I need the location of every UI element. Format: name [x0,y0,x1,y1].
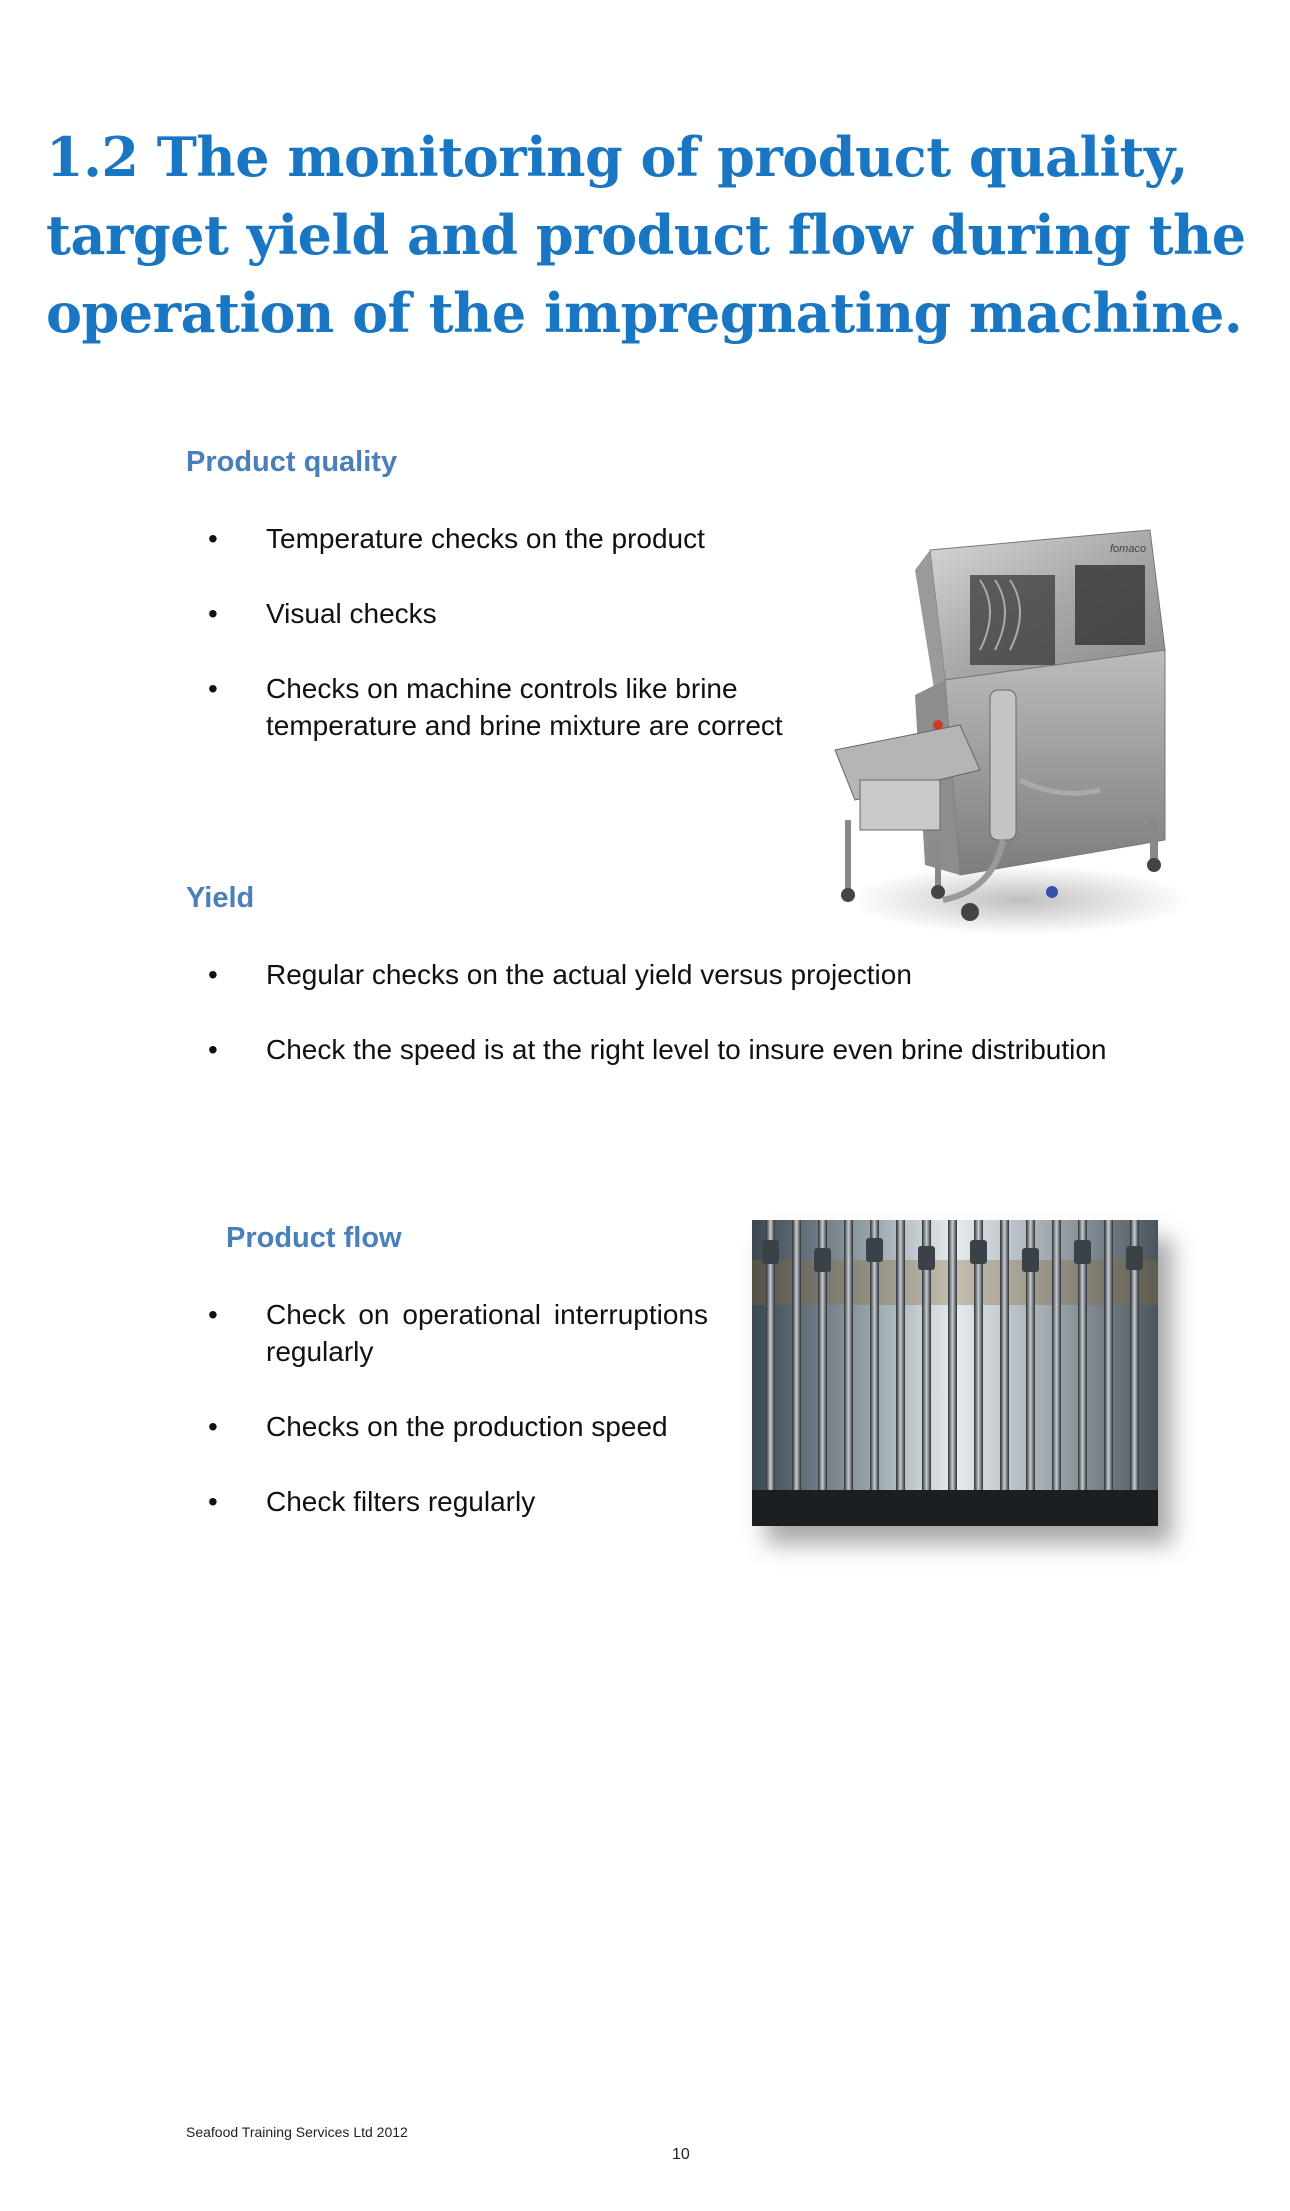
product-flow-list [188,1296,708,1520]
section-heading-product-flow: Product flow [226,1222,402,1254]
injector-machine-image [820,520,1190,940]
list-item: • Regular checks on the actual yield versus projection [188,956,1188,993]
list-item: • Checks on machine controls like brine temperature and brine mixture are correct [188,670,826,744]
bullet-icon: • [208,959,218,990]
list-item: • Check on operational interruptions regularly [188,1296,708,1370]
bullet-icon: • [208,673,218,704]
list-item: • Check the speed is at the right level to insure even brine distribution [188,1031,1188,1068]
injection-needles-image [752,1220,1158,1526]
section-heading-product-quality: Product quality [186,446,398,478]
list-item: • Checks on the production speed [188,1408,708,1445]
product-quality-list [188,520,788,744]
yield-list [188,956,1188,1068]
list-item: • Temperature checks on the product [188,520,788,557]
bullet-icon: • [208,1034,218,1065]
bullet-icon: • [208,1411,218,1442]
bullet-icon: • [208,1486,218,1517]
page-number: 10 [672,2146,690,2163]
bullet-icon: • [208,598,218,629]
page-title: 1.2 The monitoring of product quality, target yield and product flow during the operation of the impregnating machine. [46,125,1246,345]
footer-company: Seafood Training Services Ltd 2012 [186,2124,408,2140]
machine-brand-label: fomaco [1110,543,1147,555]
list-item: • Visual checks [188,595,788,632]
list-item: • Check filters regularly [188,1483,708,1520]
bullet-icon: • [208,1299,218,1330]
bullet-icon: • [208,523,218,554]
section-heading-yield: Yield [186,882,255,914]
